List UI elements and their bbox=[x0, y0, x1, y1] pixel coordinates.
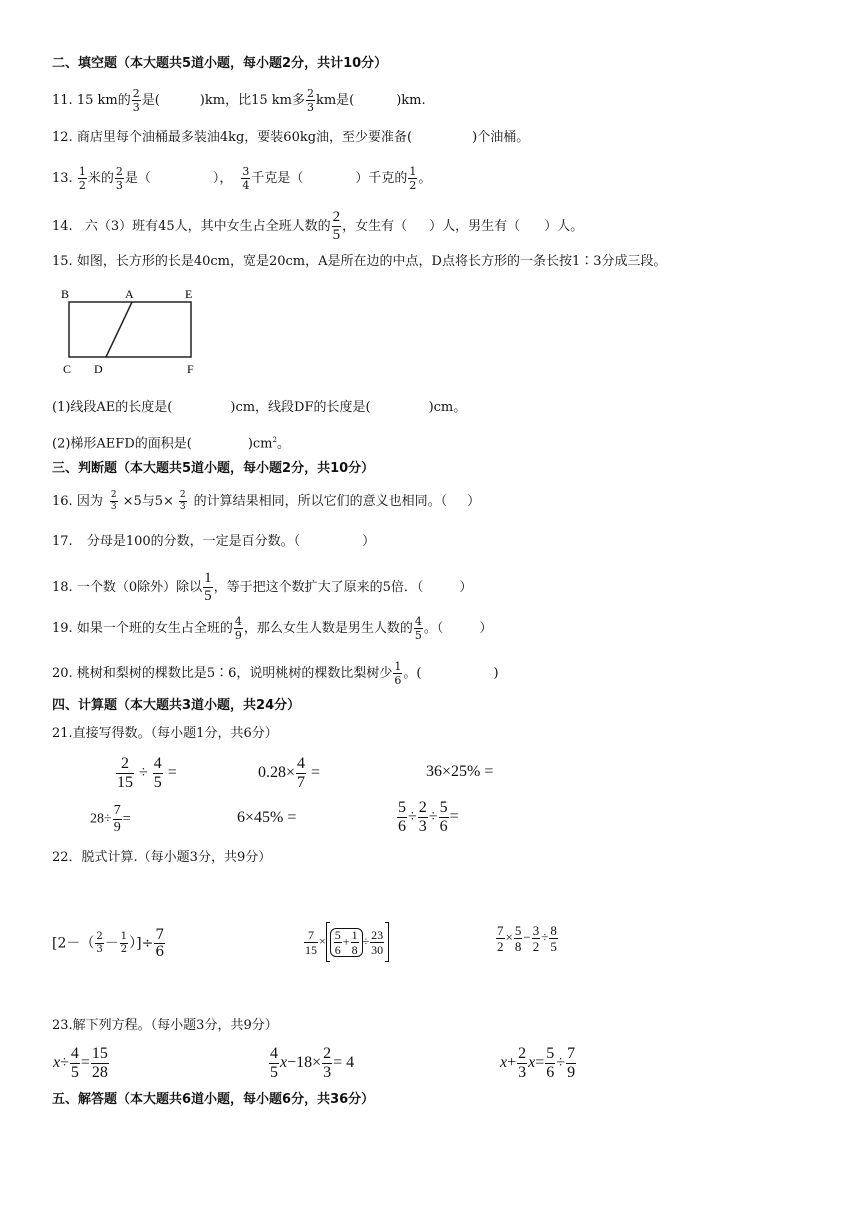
q11-text-1: 15 km的 bbox=[76, 93, 131, 108]
q22-expr-2: $\frac{7}{15}$ × $\frac{5}{6}$ + $\frac{1}{8}$ ÷ $\frac{23}{30}$ bbox=[303, 922, 389, 962]
q16-text-1: 因为 bbox=[76, 494, 103, 509]
fraction-7-6: $\frac{7}{6}$ bbox=[155, 927, 165, 960]
fraction-5-6: $\frac{5}{6}$ bbox=[439, 799, 448, 835]
fraction-4-5: $\frac{4}{5}$ bbox=[153, 755, 162, 791]
q15-number: 15. bbox=[52, 254, 73, 269]
fraction-5-8: $\frac{5}{8}$ bbox=[514, 923, 522, 954]
q21-expr-1: $\frac{2}{15}$ ÷ $\frac{4}{5}$ = bbox=[117, 755, 177, 791]
q21-expr-5: 6×45% = bbox=[237, 809, 297, 826]
q21-expr-4: 28÷ $\frac{7}{9}$ = bbox=[90, 803, 131, 835]
label-d: D bbox=[94, 362, 103, 376]
fraction-1-2: $\frac{1}{2}$ bbox=[120, 931, 128, 955]
label-b: B bbox=[61, 287, 70, 301]
fraction-7-15: $\frac{7}{15}$ bbox=[305, 927, 317, 957]
q12-tail: )个油桶。 bbox=[472, 130, 530, 145]
fraction-7-2: $\frac{7}{2}$ bbox=[497, 923, 504, 954]
q23-equation-3: x+ $\frac{2}{3}$ x= $\frac{5}{6}$ ÷ $\frac{7}{9}$ bbox=[500, 1045, 576, 1081]
q15-p2-text-a: (2)梯形AEFD的面积是( bbox=[52, 436, 192, 452]
question-15-part-1 bbox=[52, 398, 466, 418]
q18-number: 18. bbox=[52, 580, 73, 595]
fraction-3-4: $\frac{3}{4}$ bbox=[242, 165, 250, 192]
q15-text: 如图，长方形的长是40cm，宽是20cm，A是所在边的中点，D点将长方形的一条长按1∶3分成三段。 bbox=[76, 254, 667, 269]
fraction-5-6: $\frac{5}{6}$ bbox=[398, 799, 406, 835]
q15-p2-text-b: )cm bbox=[247, 436, 273, 452]
fraction-1-5: $\frac{1}{5}$ bbox=[204, 570, 212, 604]
fraction-8-5: $\frac{8}{5}$ bbox=[550, 923, 557, 954]
fraction-5-6: $\frac{5}{6}$ bbox=[334, 927, 341, 957]
fraction-1-2: $\frac{1}{2}$ bbox=[78, 165, 86, 192]
q16-text-2: ×5与5× bbox=[122, 494, 174, 509]
fraction-4-7: $\frac{4}{7}$ bbox=[297, 755, 306, 791]
fraction-2-5: $\frac{2}{5}$ bbox=[332, 209, 341, 243]
q22-expr-1: [2－（ $\frac{2}{3}$ － $\frac{1}{2}$ ）]÷ $\frac{7}{6}$ bbox=[52, 927, 165, 960]
question-20 bbox=[52, 661, 499, 686]
fraction-2-3: $\frac{2}{3}$ bbox=[518, 1045, 527, 1081]
fraction-1-2: $\frac{1}{2}$ bbox=[409, 165, 417, 192]
q18-text-3: ） bbox=[459, 580, 473, 595]
fraction-2-3: $\frac{2}{3}$ bbox=[323, 1045, 332, 1081]
question-15 bbox=[52, 252, 666, 272]
q16-text-3: 的计算结果相同，所以它们的意义也相同。（ bbox=[193, 494, 448, 509]
q19-text-2: ，那么女生人数是男生人数的 bbox=[243, 621, 413, 636]
q14-text-4: ）人。 bbox=[544, 219, 584, 234]
label-c: C bbox=[63, 362, 72, 376]
label-e: E bbox=[185, 287, 193, 301]
q19-text-1: 如果一个班的女生占全班的 bbox=[76, 621, 233, 636]
question-16 bbox=[52, 491, 480, 512]
question-12 bbox=[52, 128, 529, 148]
fraction-2-3: $\frac{2}{3}$ bbox=[115, 165, 123, 192]
q14-number: 14. bbox=[52, 219, 73, 234]
section-5-title: 五、解答题（本大题共6道小题，每小题6分，共36分） bbox=[52, 1092, 375, 1107]
fraction-1-8: $\frac{1}{8}$ bbox=[351, 927, 358, 957]
q13-text-1: 米的 bbox=[87, 171, 114, 186]
q17-text-2: ） bbox=[362, 534, 376, 549]
q13-text-2: 是（ bbox=[124, 171, 151, 186]
section-3-title: 三、判断题（本大题共5道小题，每小题2分，共10分） bbox=[52, 461, 375, 476]
fraction-4-9: $\frac{4}{9}$ bbox=[234, 615, 242, 642]
q11-number: 11. bbox=[52, 93, 73, 108]
q18-text-1: 一个数（0除外）除以 bbox=[76, 580, 203, 595]
fraction-4-5: $\frac{4}{5}$ bbox=[414, 615, 422, 642]
q15-p1-text-a: (1)线段AE的长度是( bbox=[52, 400, 173, 415]
q19-text-4: ） bbox=[479, 621, 493, 636]
fraction-2-15: $\frac{2}{15}$ bbox=[117, 755, 133, 791]
fraction-2-3: $\frac{2}{3}$ bbox=[110, 490, 117, 512]
q12-text: 商店里每个油桶最多装油4kg，要装60kg油，至少要准备( bbox=[76, 130, 413, 145]
fraction-4-5: $\frac{4}{5}$ bbox=[270, 1045, 278, 1081]
q20-text-1: 桃树和梨树的棵数比是5∶6，说明桃树的棵数比梨树少 bbox=[76, 666, 393, 681]
q19-number: 19. bbox=[52, 621, 73, 636]
fraction-2-3: $\frac{2}{3}$ bbox=[96, 931, 103, 955]
q16-text-4: ） bbox=[467, 494, 481, 509]
q20-text-2: 。( bbox=[403, 666, 422, 681]
q15-p1-text-c: )cm。 bbox=[428, 400, 467, 415]
rectangle-figure bbox=[55, 284, 215, 376]
question-18 bbox=[52, 571, 472, 604]
fraction-15-28: $\frac{15}{28}$ bbox=[91, 1045, 108, 1081]
question-19 bbox=[52, 616, 492, 641]
fraction-2-3: $\frac{2}{3}$ bbox=[179, 490, 186, 512]
q23-equation-2: $\frac{4}{5}$ x−18× $\frac{2}{3}$ = 4 bbox=[270, 1045, 355, 1081]
q15-p2-text-c: 。 bbox=[276, 436, 290, 452]
question-21-title: 21.直接写得数。（每小题1分，共6分） bbox=[52, 726, 278, 741]
fraction-3-2: $\frac{3}{2}$ bbox=[532, 923, 540, 954]
fraction-23-30: $\frac{23}{30}$ bbox=[371, 927, 384, 957]
q20-number: 20. bbox=[52, 666, 73, 681]
q13-number: 13. bbox=[52, 171, 73, 186]
section-4-title: 四、计算题（本大题共3道小题，共24分） bbox=[52, 698, 301, 713]
q13-text-4: 千克是（ bbox=[251, 171, 304, 186]
q15-p1-text-b: )cm，线段DF的长度是( bbox=[230, 400, 371, 415]
q20-text-3: ) bbox=[493, 666, 499, 681]
question-11 bbox=[52, 88, 426, 113]
q13-text-6: 。 bbox=[418, 171, 432, 186]
q13-text-3: ）， bbox=[212, 171, 233, 186]
q17-number: 17. bbox=[52, 534, 73, 549]
section-2-title: 二、填空题（本大题共5道小题，每小题2分，共计10分） bbox=[52, 56, 388, 71]
q21-expr-2: 0.28× $\frac{4}{7}$ = bbox=[258, 755, 321, 791]
question-13 bbox=[52, 166, 431, 191]
q11-text-4: km是( bbox=[315, 93, 355, 108]
q13-text-5: ）千克的 bbox=[355, 171, 408, 186]
fraction-2-3: $\frac{2}{3}$ bbox=[418, 799, 427, 835]
fraction-2-3: $\frac{2}{3}$ bbox=[132, 87, 140, 114]
q19-text-3: 。（ bbox=[423, 621, 444, 636]
fraction-1-6: $\frac{1}{6}$ bbox=[394, 660, 402, 687]
q14-text-3: ）人，男生有（ bbox=[429, 219, 521, 234]
q21-expr-3: 36×25% = bbox=[426, 763, 494, 780]
q22-expr-3: $\frac{7}{2}$ × $\frac{5}{8}$ − $\frac{3}{2}$ ÷ $\frac{8}{5}$ bbox=[497, 923, 557, 954]
q11-text-5: )km. bbox=[396, 93, 426, 108]
q14-text-1: 六（3）班有45人，其中女生占全班人数的 bbox=[84, 219, 331, 234]
q23-equation-1: x÷ $\frac{4}{5}$ = $\frac{15}{28}$ bbox=[53, 1045, 108, 1081]
q15-p2-sup: 2 bbox=[272, 436, 277, 444]
q11-text-2: 是( bbox=[141, 93, 160, 108]
fraction-4-5: $\frac{4}{5}$ bbox=[70, 1045, 79, 1081]
question-15-part-2 bbox=[52, 430, 290, 454]
question-22-title: 22．脱式计算.（每小题3分，共9分） bbox=[52, 850, 272, 865]
q21-expr-6: $\frac{5}{6}$ ÷ $\frac{2}{3}$ ÷ $\frac{5}{6}$ = bbox=[398, 799, 459, 835]
question-23-title: 23.解下列方程。（每小题3分，共9分） bbox=[52, 1018, 278, 1033]
q12-number: 12. bbox=[52, 130, 73, 145]
q11-text-3: )km，比15 km多 bbox=[199, 93, 305, 108]
q14-text-2: ，女生有（ bbox=[342, 219, 408, 234]
label-f: F bbox=[187, 362, 194, 376]
question-17 bbox=[52, 532, 375, 552]
fraction-2-3: $\frac{2}{3}$ bbox=[306, 87, 314, 114]
q18-text-2: ，等于把这个数扩大了原来的5倍．（ bbox=[213, 580, 424, 595]
question-14 bbox=[52, 210, 583, 243]
q17-text-1: 分母是100的分数，一定是百分数。（ bbox=[86, 534, 301, 549]
fraction-7-9: $\frac{7}{9}$ bbox=[113, 803, 121, 835]
label-a: A bbox=[125, 287, 134, 301]
q16-number: 16. bbox=[52, 494, 73, 509]
rectangle bbox=[69, 302, 191, 357]
fraction-5-6: $\frac{5}{6}$ bbox=[546, 1045, 555, 1081]
segment-ad bbox=[106, 302, 132, 357]
fraction-7-9: $\frac{7}{9}$ bbox=[567, 1045, 576, 1081]
